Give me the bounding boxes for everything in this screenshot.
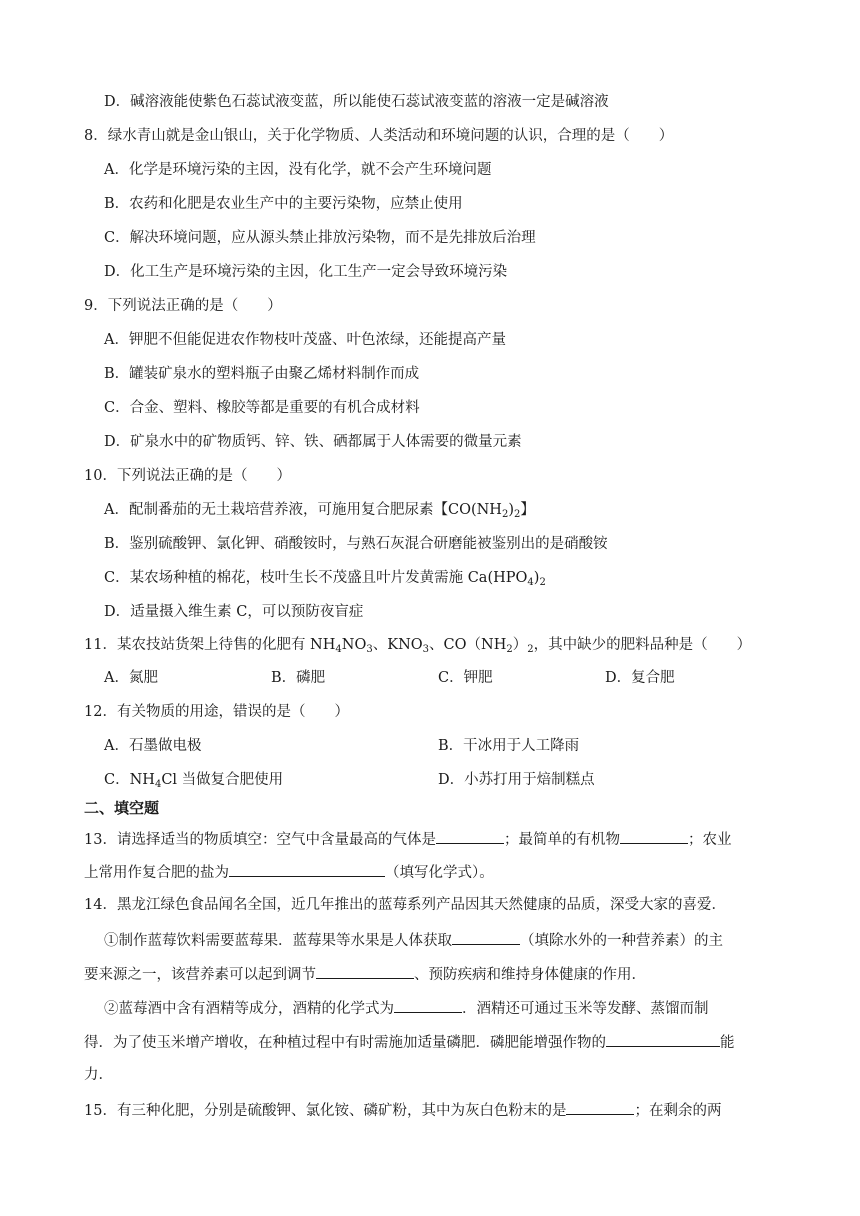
q12-option-c: C．$NH_4Cl$ 当做复合肥使用 bbox=[104, 772, 284, 790]
q9-option-c: C．合金、塑料、橡胶等都是重要的有机合成材料 bbox=[104, 400, 420, 416]
q14-blank-2[interactable] bbox=[316, 963, 414, 979]
q15-line-1: 15．有三种化肥，分别是硫酸钾、氯化铵、磷矿粉，其中为灰白色粉末的是 ；在剩余的两 bbox=[84, 1099, 721, 1121]
q11-option-a: A．氮肥 bbox=[104, 670, 158, 686]
q8-option-b: B．农药和化肥是农业生产中的主要污染物，应禁止使用 bbox=[104, 196, 463, 212]
q14-blank-4[interactable] bbox=[606, 1031, 720, 1047]
q11-option-d: D．复合肥 bbox=[605, 670, 675, 686]
section-title: 二、填空题 bbox=[84, 799, 160, 817]
q14-blank-3[interactable] bbox=[394, 997, 462, 1013]
q11-option-c: C．钾肥 bbox=[438, 670, 493, 686]
q11-option-b: B．磷肥 bbox=[271, 670, 326, 686]
q10-stem: 10．下列说法正确的是（ ） bbox=[84, 468, 291, 484]
q8-option-c: C．解决环境问题，应从源头禁止排放污染物，而不是先排放后治理 bbox=[104, 230, 536, 246]
q11-stem: 11．某农技站货架上待售的化肥有 $NH_4NO_3$、$KNO_3$、$CO(NH_2)_2$，其中缺少的肥料品种是（ ） bbox=[84, 637, 752, 655]
q8-option-d: D．化工生产是环境污染的主因，化工生产一定会导致环境污染 bbox=[104, 264, 508, 280]
q14-line-3: 要来源之一，该营养素可以起到调节 、预防疾病和维持身体健康的作用． bbox=[84, 963, 646, 985]
q7-option-d: D．碱溶液能使紫色石蕊试液变蓝，所以能使石蕊试液变蓝的溶液一定是碱溶液 bbox=[104, 94, 609, 110]
q9-option-d: D．矿泉水中的矿物质钙、锌、铁、硒都属于人体需要的微量元素 bbox=[104, 434, 522, 450]
q9-stem: 9．下列说法正确的是（ ） bbox=[84, 298, 282, 314]
q14-blank-1[interactable] bbox=[452, 929, 520, 945]
q8-stem: 8．绿水青山就是金山银山，关于化学物质、人类活动和环境问题的认识，合理的是（ ） bbox=[84, 128, 674, 144]
q13-blank-1[interactable] bbox=[436, 828, 504, 844]
q9-option-b: B．罐装矿泉水的塑料瓶子由聚乙烯材料制作而成 bbox=[104, 366, 420, 382]
q12-option-a: A．石墨做电极 bbox=[104, 738, 202, 754]
q10-option-b: B．鉴别硫酸钾、氯化钾、硝酸铵时，与熟石灰混合研磨能被鉴别出的是硝酸铵 bbox=[104, 536, 608, 552]
q14-line-1: 14．黑龙江绿色食品闻名全国，近几年推出的蓝莓系列产品因其天然健康的品质，深受大家的喜爱． bbox=[84, 897, 726, 913]
q12-option-b: B．干冰用于人工降雨 bbox=[438, 738, 580, 754]
q14-line-5: 得．为了使玉米增产增收，在种植过程中有时需施加适量磷肥．磷肥能增强作物的 能 bbox=[84, 1031, 735, 1053]
q13-blank-3[interactable] bbox=[229, 861, 385, 877]
q8-option-a: A．化学是环境污染的主因，没有化学，就不会产生环境问题 bbox=[104, 162, 492, 178]
q14-line-6: 力． bbox=[84, 1067, 113, 1083]
q9-option-a: A．钾肥不但能促进农作物枝叶茂盛、叶色浓绿，还能提高产量 bbox=[104, 332, 506, 348]
q12-option-d: D．小苏打用于焙制糕点 bbox=[438, 772, 595, 788]
q13-line-2: 上常用作复合肥的盐为 （填写化学式）。 bbox=[84, 861, 494, 883]
q13-line-1: 13．请选择适当的物质填空：空气中含量最高的气体是 ；最简单的有机物 ；农业 bbox=[84, 828, 731, 850]
q13-blank-2[interactable] bbox=[620, 828, 688, 844]
q10-option-d: D．适量摄入维生素 C，可以预防夜盲症 bbox=[104, 604, 364, 620]
q10-option-a: A．配制番茄的无土栽培营养液，可施用复合肥尿素【$CO(NH_2)_2$】 bbox=[104, 502, 535, 520]
q14-line-4: ②蓝莓酒中含有酒精等成分，酒精的化学式为 ．酒精还可通过玉米等发酵、蒸馏而制 bbox=[104, 997, 709, 1019]
q14-line-2: ①制作蓝莓饮料需要蓝莓果．蓝莓果等水果是人体获取 （填除水外的一种营养素）的主 bbox=[104, 929, 723, 951]
q10-option-c: C．某农场种植的棉花，枝叶生长不茂盛且叶片发黄需施 $Ca(HPO_4)_2$ bbox=[104, 570, 546, 588]
q15-blank-1[interactable] bbox=[566, 1099, 634, 1115]
q12-stem: 12．有关物质的用途，错误的是（ ） bbox=[84, 704, 349, 720]
